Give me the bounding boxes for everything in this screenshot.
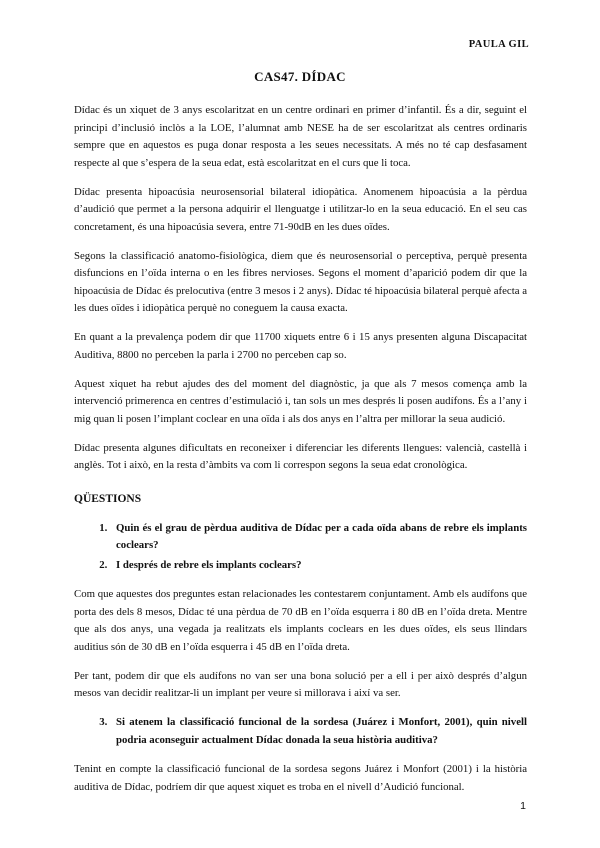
- answer-paragraph: Tenint en compte la classificació funcional de la sordesa segons Juárez i Monfort (2001) i la història auditiva de Dídac, podríem dir que aquest xiquet es troba en el nivell d’Audició funcional.: [74, 763, 527, 793]
- answer-paragraph: Com que aquestes dos preguntes estan relacionades les contestarem conjuntament. Amb els audífons que porta des dels 8 mesos, Dídac té una pèrdua de 70 dB en l’oïda esquerra i 80 dB en l’oïda dreta. Mentre que als dos anys, una vegada ja realitzats els implants coclears en les dues oïdes, els seus llindars auditius són de 30 dB en l’oïda esquerra i 45 dB en l’oïda dreta.: [74, 588, 527, 653]
- question-item: 2. I després de rebre els implants coclears?: [110, 557, 527, 575]
- page-number: 1: [520, 799, 526, 812]
- questions-list-1: [74, 520, 527, 575]
- intro-paragraph: Dídac presenta algunes dificultats en reconeixer i diferenciar les diferents llengues: valencià, castellà i anglès. Tot i això, en la resta d’àmbits va com li correspon segons la seua edat cronològica.: [74, 441, 527, 471]
- intro-paragraph: Dídac presenta hipoacúsia neurosensorial bilateral idiopàtica. Anomenem hipoacúsia a la pèrdua d’audició que permet a la persona adquirir el llenguatge i utilitzar-lo en la seua educació. En el seu cas concretament, és una hipoacúsia severa, entre 71-90dB en les dues oïdes.: [74, 185, 527, 233]
- answer-paragraph: Per tant, podem dir que els audífons no van ser una bona solució per a ell i per això després d’algun mesos van decidir realitzar-li un implant per veure si millorava i així va ser.: [74, 669, 527, 699]
- questions-heading: QÜESTIONS: [74, 492, 142, 505]
- document-title: CAS47. DÍDAC: [254, 69, 346, 84]
- intro-paragraph: Aquest xiquet ha rebut ajudes des del moment del diagnòstic, ja que als 7 mesos comença amb la intervenció primerenca en centres d’estimulació i, tan sols un mes després li posen audífons. És a l’any i mig quan li posen l’implant coclear en una oïda i als dos anys en l’altra per millorar la seua audició.: [74, 377, 527, 425]
- intro-paragraph: Segons la classificació anatomo-fisiològica, diem que és neurosensorial o perceptiva, perquè presenta disfuncions en l’oïda interna o en les fibres nervioses. Segons el moment d’aparició podem dir que la hipoacúsia de Dídac és prelocutiva (entre 3 mesos i 2 anys). Dídac té hipoacúsia bilateral perquè afecta a les dues oïdes i idiopàtica perquè no coneguem la causa exacta.: [74, 249, 527, 314]
- questions-list-2: [74, 714, 527, 749]
- document-body: [74, 102, 527, 808]
- author-name: PAULA GIL: [468, 39, 529, 50]
- intro-paragraph: En quant a la prevalença podem dir que 11700 xiquets entre 6 i 15 anys presenten alguna Discapacitat Auditiva, 8800 no perceben la parla i 2700 no perceben cap so.: [74, 331, 527, 361]
- intro-paragraph: Dídac és un xiquet de 3 anys escolaritzat en un centre ordinari en primer d’infantil. És a dir, seguint el principi d’inclusió inclòs a la LOE, l’alumnat amb NESE ha de ser escolaritzat als centres ordinaris sempre que en aquestos es puga donar resposta a les seues necessitats. A més no té cap desfasament respecte al que s’espera de la seua edat, està escolaritzat en el curs que li toca.: [74, 104, 527, 169]
- question-item: 1. Quin és el grau de pèrdua auditiva de Dídac per a cada oïda abans de rebre els implants coclears?: [110, 520, 527, 555]
- question-item: 3. Si atenem la classificació funcional de la sordesa (Juárez i Monfort, 2001), quin nivell podria aconseguir actualment Dídac donada la seua història auditiva?: [110, 714, 527, 749]
